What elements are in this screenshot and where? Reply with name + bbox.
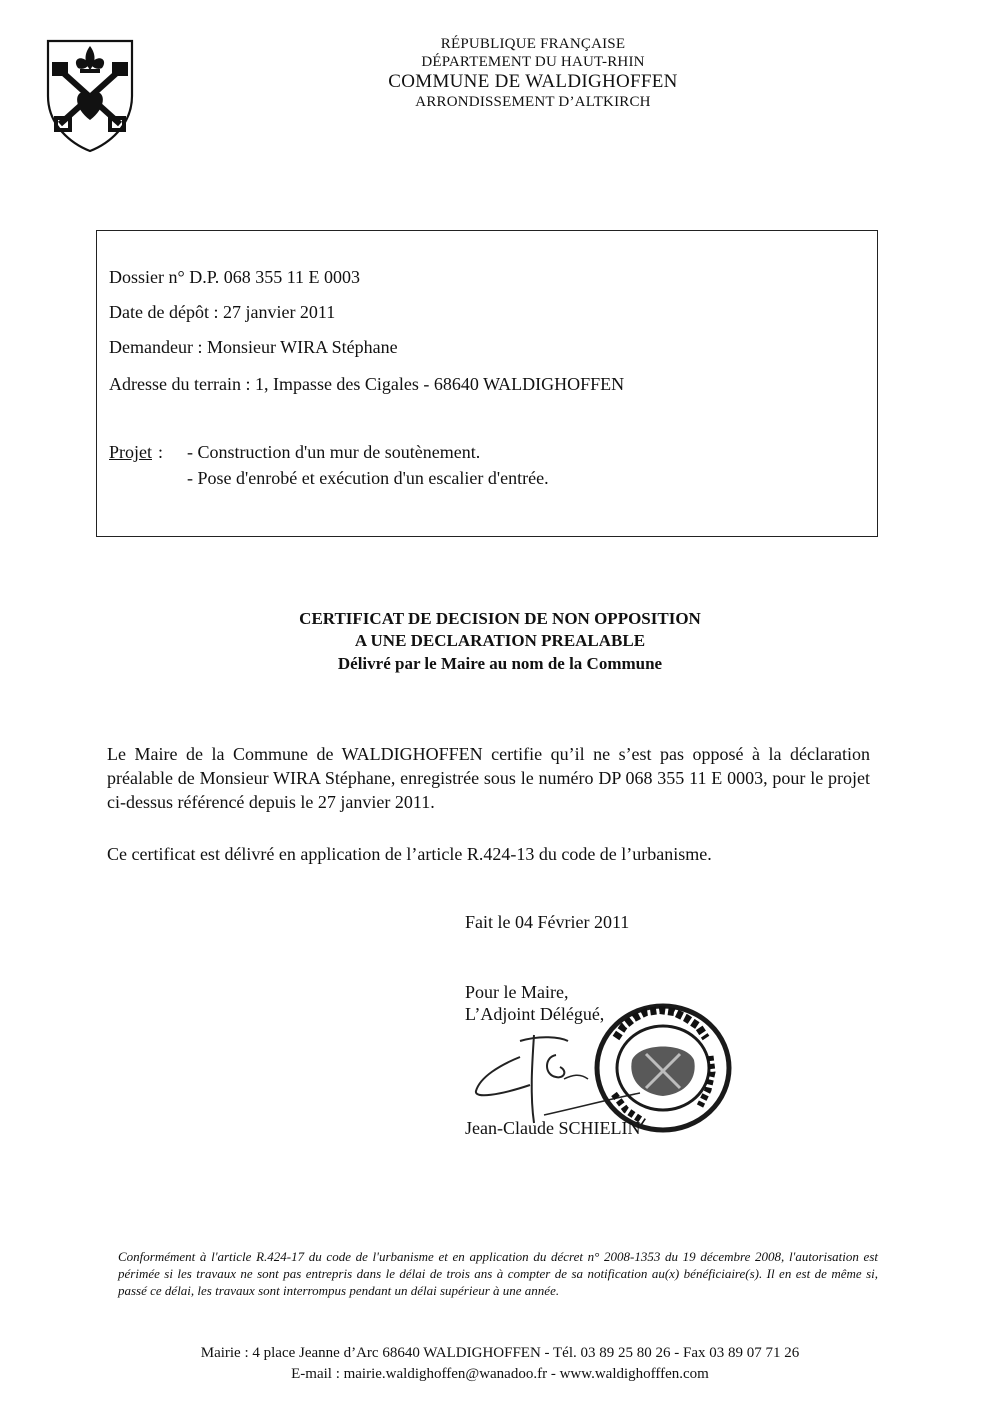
project-item: - Pose d'enrobé et exécution d'un escalier d'entrée. xyxy=(187,468,549,488)
contact-footer xyxy=(100,1343,900,1385)
issue-date: Fait le 04 Février 2011 xyxy=(465,912,630,932)
arrondissement-line: ARRONDISSEMENT D’ALTKIRCH xyxy=(415,93,651,110)
land-address: Adresse du terrain : 1, Impasse des Cigales - 68640 WALDIGHOFFEN xyxy=(109,374,625,394)
signatory-name: Jean-Claude SCHIELIN xyxy=(465,1118,641,1138)
title-line-2: A UNE DECLARATION PREALABLE xyxy=(354,631,646,651)
department-line: DÉPARTEMENT DU HAUT-RHIN xyxy=(421,53,645,70)
mairie-address: Mairie : 4 place Jeanne d’Arc 68640 WALDIGHOFFEN - Tél. 03 89 25 80 26 - Fax 03 89 07 71 26 xyxy=(200,1345,800,1361)
commune-line: COMMUNE DE WALDIGHOFFEN xyxy=(388,71,678,93)
legal-notice: Conformément à l'article R.424-17 du code de l'urbanisme et en application du décret n° 2008-1353 du 19 décembre 2008, l'autorisation est périmée si les travaux ne sont pas entrepris dans le délai de trois ans à compter de sa notification au(x) bénéficiaire(s). Il en est de même si, passé ce délai, les travaux sont interrompus pendant un délai supérieur à une année. xyxy=(118,1249,878,1299)
mairie-contact: E-mail : mairie.waldighoffen@wanadoo.fr - www.waldighofffen.com xyxy=(291,1366,709,1382)
for-mayor: Pour le Maire, xyxy=(465,982,569,1002)
dossier-number: Dossier n° D.P. 068 355 11 E 0003 xyxy=(109,267,361,287)
deposit-date: Date de dépôt : 27 janvier 2011 xyxy=(109,302,336,322)
official-stamp-icon xyxy=(588,998,738,1138)
title-line-3: Délivré par le Maire au nom de la Commune xyxy=(337,653,663,673)
coat-of-arms-icon xyxy=(44,38,136,154)
republic-line: RÉPUBLIQUE FRANÇAISE xyxy=(440,36,626,52)
project-label: Projet xyxy=(109,442,152,462)
legal-basis-paragraph: Ce certificat est délivré en application de l’article R.424-13 du code de l’urbanisme. xyxy=(107,844,712,864)
title-line-1: CERTIFICAT DE DECISION DE NON OPPOSITION xyxy=(299,609,701,628)
applicant: Demandeur : Monsieur WIRA Stéphane xyxy=(109,337,398,357)
dossier-box xyxy=(96,230,878,537)
letterhead xyxy=(300,36,766,111)
project-item: - Construction d'un mur de soutènement. xyxy=(187,442,481,462)
signatory-role: L’Adjoint Délégué, xyxy=(465,1004,605,1024)
project-colon: : xyxy=(158,442,164,462)
certification-paragraph: Le Maire de la Commune de WALDIGHOFFEN certifie qu’il ne s’est pas opposé à la déclaration préalable de Monsieur WIRA Stéphane, enregistrée sous le numéro DP 068 355 11 E 0003, pour le projet ci-dessus référencé depuis le 27 janvier 2011. xyxy=(107,744,870,812)
certificate-title xyxy=(150,608,850,675)
